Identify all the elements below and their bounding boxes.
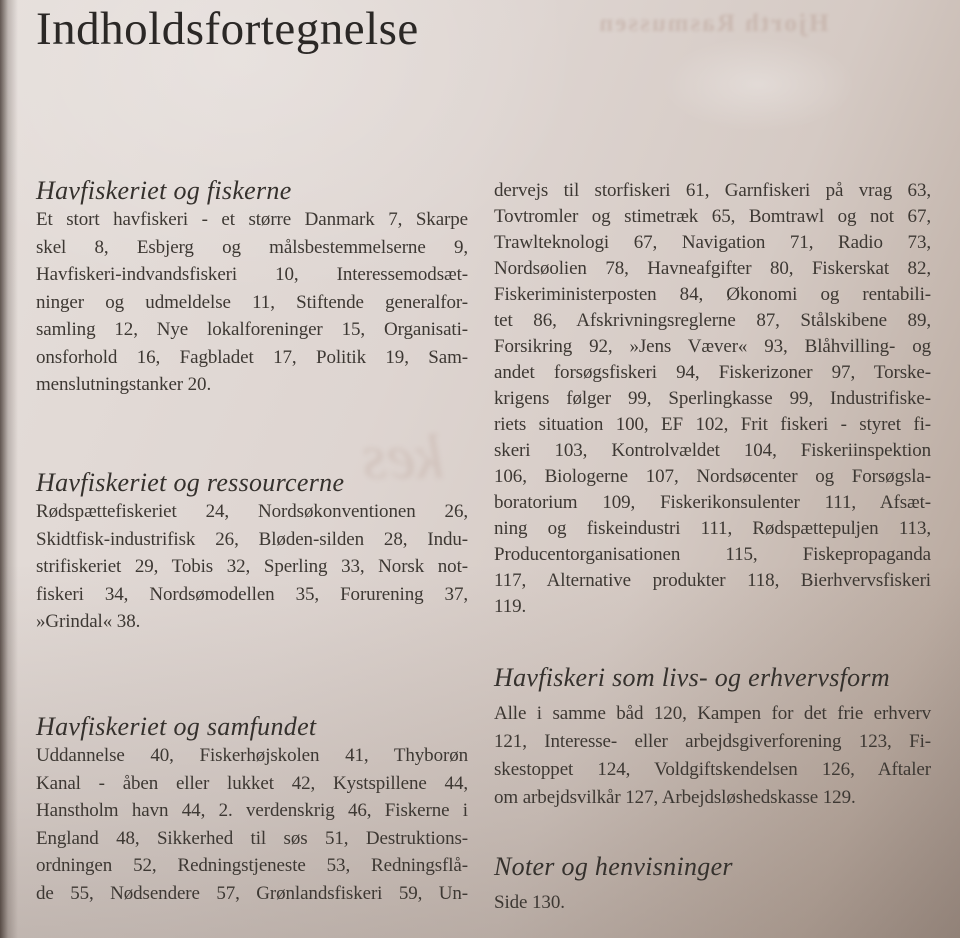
toc-section-noter-og-henvisninger bbox=[494, 852, 931, 917]
book-gutter-shadow bbox=[0, 0, 18, 938]
toc-section-havfiskeri-som-livsform bbox=[494, 663, 931, 812]
toc-line: tet 86, Afskrivningsreglerne 87, Stålskibene 89, bbox=[494, 310, 931, 331]
toc-section-continuation bbox=[494, 178, 931, 620]
toc-line: Hanstholm havn 44, 2. verdenskrig 46, Fiskerne i bbox=[36, 800, 468, 821]
toc-line: menslutningstanker 20. bbox=[36, 374, 212, 395]
section-heading: Noter og henvisninger bbox=[494, 852, 733, 881]
toc-line: Producentorganisationen 115, Fiskepropaganda bbox=[494, 544, 931, 565]
section-body bbox=[494, 178, 931, 620]
toc-line: skel 8, Esbjerg og målsbestemmelserne 9, bbox=[36, 236, 468, 258]
toc-line: Forsikring 92, »Jens Væver« 93, Blåhvilling- og bbox=[494, 336, 931, 357]
toc-line: om arbejdsvilkår 127, Arbejdsløshedskasse 129. bbox=[494, 787, 856, 808]
section-body bbox=[36, 742, 468, 907]
bleedthrough-text: kes bbox=[362, 421, 444, 492]
toc-line: 121, Interesse- eller arbejdsgiverforening 123, Fi- bbox=[494, 731, 931, 752]
toc-line: ning og fiskeindustri 111, Rødspættepuljen 113, bbox=[494, 518, 931, 539]
page-title: Indholdsfortegnelse bbox=[36, 3, 419, 55]
toc-line: Trawlteknologi 67, Navigation 71, Radio 73, bbox=[494, 232, 931, 253]
toc-line: 119. bbox=[494, 596, 527, 617]
toc-line: Uddannelse 40, Fiskerhøjskolen 41, Thyborøn bbox=[36, 745, 468, 766]
toc-line: Kanal - åben eller lukket 42, Kystspillene 44, bbox=[36, 772, 468, 794]
toc-line: onsforhold 16, Fagbladet 17, Politik 19, Sam- bbox=[36, 346, 468, 368]
toc-line: Rødspættefiskeriet 24, Nordsøkonventionen 26, bbox=[36, 501, 468, 522]
toc-line: England 48, Sikkerhed til søs 51, Destruktions- bbox=[36, 827, 468, 849]
toc-line: Side 130. bbox=[494, 892, 565, 913]
toc-line: strifiskeriet 29, Tobis 32, Sperling 33, Norsk not- bbox=[36, 556, 468, 577]
section-body bbox=[494, 889, 931, 917]
section-heading: Havfiskeriet og samfundet bbox=[36, 712, 317, 741]
toc-line: Alle i samme båd 120, Kampen for det frie erhverv bbox=[494, 703, 931, 724]
toc-line: Et stort havfiskeri - et større Danmark 7, Skarpe bbox=[36, 209, 468, 230]
bleedthrough-author-text: Hjorth Rasmussen bbox=[597, 10, 829, 37]
toc-line: Havfiskeri-indvandsfiskeri 10, Interessemodsæt- bbox=[36, 264, 468, 285]
toc-line: Skidtfisk-industrifisk 26, Bløden-silden 28, Indu- bbox=[36, 528, 468, 550]
toc-section-havfiskeriet-og-fiskerne bbox=[36, 176, 468, 399]
toc-line: 106, Biologerne 107, Nordsøcenter og Forsøgsla- bbox=[494, 466, 931, 487]
toc-line: boratorium 109, Fiskerikonsulenter 111, Afsæt- bbox=[494, 492, 931, 513]
toc-line: riets situation 100, EF 102, Frit fiskeri - styret fi- bbox=[494, 414, 931, 435]
toc-line: Tovtromler og stimetræk 65, Bomtrawl og not 67, bbox=[494, 206, 931, 227]
toc-section-havfiskeriet-og-samfundet bbox=[36, 712, 468, 907]
toc-line: dervejs til storfiskeri 61, Garnfiskeri på vrag 63, bbox=[494, 180, 931, 201]
section-body bbox=[36, 498, 468, 636]
toc-line: fiskeri 34, Nordsømodellen 35, Forurening 37, bbox=[36, 583, 468, 605]
toc-line: krigens følger 99, Sperlingkasse 99, Industrifiske- bbox=[494, 388, 931, 409]
toc-line: skeri 103, Kontrolvældet 104, Fiskeriinspektion bbox=[494, 440, 931, 461]
section-body bbox=[36, 206, 468, 399]
toc-line: 117, Alternative produkter 118, Bierhvervsfiskeri bbox=[494, 570, 931, 591]
toc-line: samling 12, Nye lokalforeninger 15, Organisati- bbox=[36, 319, 468, 340]
section-heading: Havfiskeriet og fiskerne bbox=[36, 176, 292, 205]
toc-line: »Grindal« 38. bbox=[36, 611, 141, 632]
toc-line: ninger og udmeldelse 11, Stiftende generalfor- bbox=[36, 291, 468, 313]
toc-line: Fiskeriministerposten 84, Økonomi og rentabili- bbox=[494, 284, 931, 305]
section-body bbox=[494, 700, 931, 812]
toc-line: andet forsøgsfiskeri 94, Fiskerizoner 97, Torske- bbox=[494, 362, 931, 383]
section-heading: Havfiskeri som livs- og erhvervsform bbox=[494, 663, 890, 692]
section-heading: Havfiskeriet og ressourcerne bbox=[36, 468, 345, 497]
toc-section-havfiskeriet-og-ressourcerne bbox=[36, 468, 468, 636]
toc-line: ordningen 52, Redningstjeneste 53, Redningsflå- bbox=[36, 855, 468, 876]
toc-line: skestoppet 124, Voldgiftskendelsen 126, Aftaler bbox=[494, 759, 931, 780]
toc-line: Nordsøolien 78, Havneafgifter 80, Fiskerskat 82, bbox=[494, 258, 931, 279]
toc-line: de 55, Nødsendere 57, Grønlandsfiskeri 59, Un- bbox=[36, 882, 468, 904]
